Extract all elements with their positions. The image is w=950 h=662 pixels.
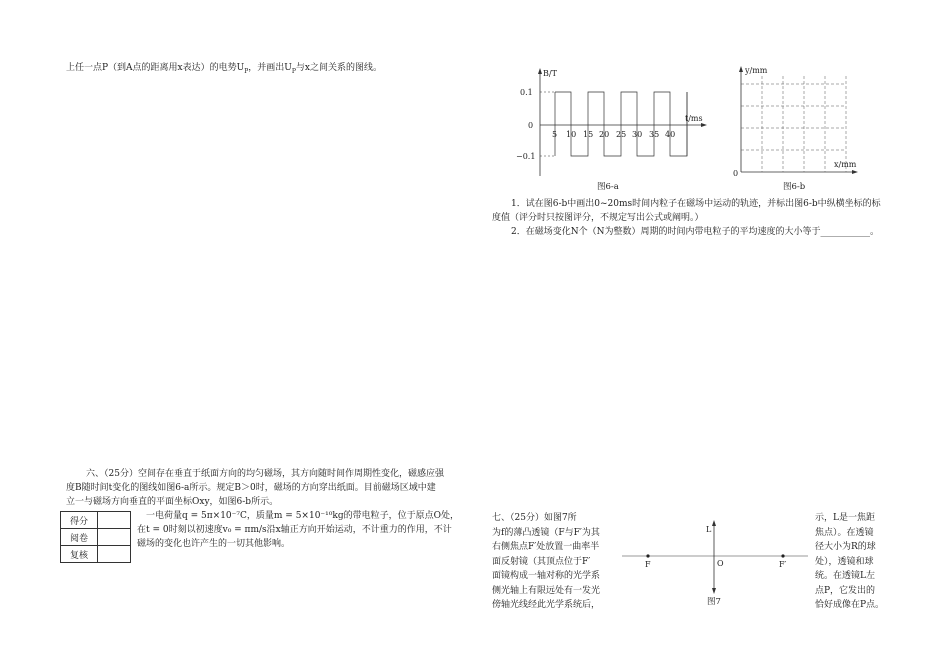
fig7-f2-label: F′: [779, 560, 787, 569]
top-line: 上任一点P（到A点的距离用x表达）的电势$U_P$，并画出$U_P$与x之间关系的图线。: [66, 63, 382, 75]
fig6a-ytick-pos: 0.1: [520, 88, 533, 97]
fig6a-ytick-neg: −0.1: [516, 152, 536, 161]
fig7-f-label: F: [645, 560, 651, 569]
q6-line6: 磁场的变化也许产生的一切其他影响。: [137, 539, 291, 549]
score-cell[interactable]: [98, 512, 131, 529]
fig6b-x-label: x/mm: [834, 160, 857, 169]
fig6b-y-label: y/mm: [745, 66, 768, 75]
fig6a-xtick: 15: [583, 130, 594, 139]
review-label: 阅卷: [61, 529, 98, 546]
fig6a-ytick-zero: 0: [528, 121, 534, 130]
fig7-caption: 图7: [707, 597, 721, 607]
review-cell[interactable]: [98, 529, 131, 546]
fig6a-xtick: 35: [649, 130, 660, 139]
q7-left-text: 七、（25分）如图7所 为f的薄凸透镜（F与F′为其 右侧焦点F′处放置一曲率半 面反射镜（其顶点位于F′ 面镜构成一轴对称的光学系 侧光轴上有限远处有一发光 傍轴光线经此光学系统后，: [492, 513, 601, 610]
fig7-focus-f2-dot: [781, 554, 784, 557]
fig6a-y-label: B/T: [543, 69, 557, 78]
q6-sub1-line1: 1．试在图6-b中画出0~20ms时间内粒子在磁场中运动的轨迹，并标出图6-b中纵横坐标的标: [511, 199, 881, 209]
fig6a-xtick: 40: [665, 130, 676, 139]
fig6a-xtick: 25: [616, 130, 627, 139]
fig6a-xtick: 20: [599, 130, 610, 139]
fig6a-x-arrow-icon: [701, 123, 707, 127]
fig7-lens-label: L: [706, 525, 712, 534]
q7-right-text: 示，L是一焦距 焦点）。在透镜 径大小为R的球 处），透镜和球 统。在透镜L左 点P，它发出的 恰好成像在P点。: [815, 513, 885, 610]
figure-6a: [515, 64, 715, 194]
fig6b-origin: 0: [733, 169, 739, 178]
fig7-lens-top-arrow-icon: [712, 520, 716, 526]
fig6b-y-arrow-icon: [739, 66, 743, 72]
q6-line1: 六、（25分）空间存在垂直于纸面方向的均匀磁场，其方向随时间作周期性变化，磁感应强: [86, 469, 444, 479]
fig6a-caption: 图6-a: [597, 182, 619, 192]
fig7-lens-bottom-arrow-icon: [712, 588, 716, 594]
q6-line5: 在t = 0时刻以初速度v₀ = πm/s沿x轴正方向开始运动，不计重力的作用，不计: [137, 525, 452, 535]
q6-line3: 立一与磁场方向垂直的平面坐标Oxy，如图6-b所示。: [66, 497, 279, 507]
q6-sub1-line2: 度值（评分时只按图评分，不规定写出公式或阐明。）: [492, 213, 704, 223]
fig6a-x-label: t/ms: [685, 114, 703, 123]
fig6a-xtick: 30: [632, 130, 643, 139]
fig7-focus-f-dot: [646, 554, 649, 557]
fig6a-y-arrow-icon: [538, 68, 542, 74]
fig7-o-label: O: [717, 559, 724, 568]
fig6a-square-wave: [555, 92, 687, 156]
figure-7: [620, 514, 810, 610]
recheck-label: 复核: [61, 546, 98, 563]
recheck-cell[interactable]: [98, 546, 131, 563]
fig6b-grid: [741, 76, 846, 172]
q6-line4: 一电荷量q = 5π×10⁻⁷C，质量m = 5×10⁻¹⁰kg的带电粒子，位于原点O处，: [146, 511, 459, 521]
figure-6b: [728, 62, 863, 194]
fig6b-x-arrow-icon: [852, 170, 858, 174]
q6-sub2-line: 2．在磁场变化N个（N为整数）周期的时间内带电粒子的平均速度的大小等于___________。: [511, 227, 879, 237]
fig6a-xtick: 10: [566, 130, 577, 139]
score-table: [60, 511, 131, 563]
q6-line2: 度B随时间t变化的图线如图6-a所示。规定B＞0时，磁场的方向穿出纸面。目前磁场区域中建: [66, 483, 436, 493]
score-label: 得分: [61, 512, 98, 529]
fig6b-caption: 图6-b: [783, 182, 806, 192]
fig6a-xtick: 5: [552, 130, 558, 139]
